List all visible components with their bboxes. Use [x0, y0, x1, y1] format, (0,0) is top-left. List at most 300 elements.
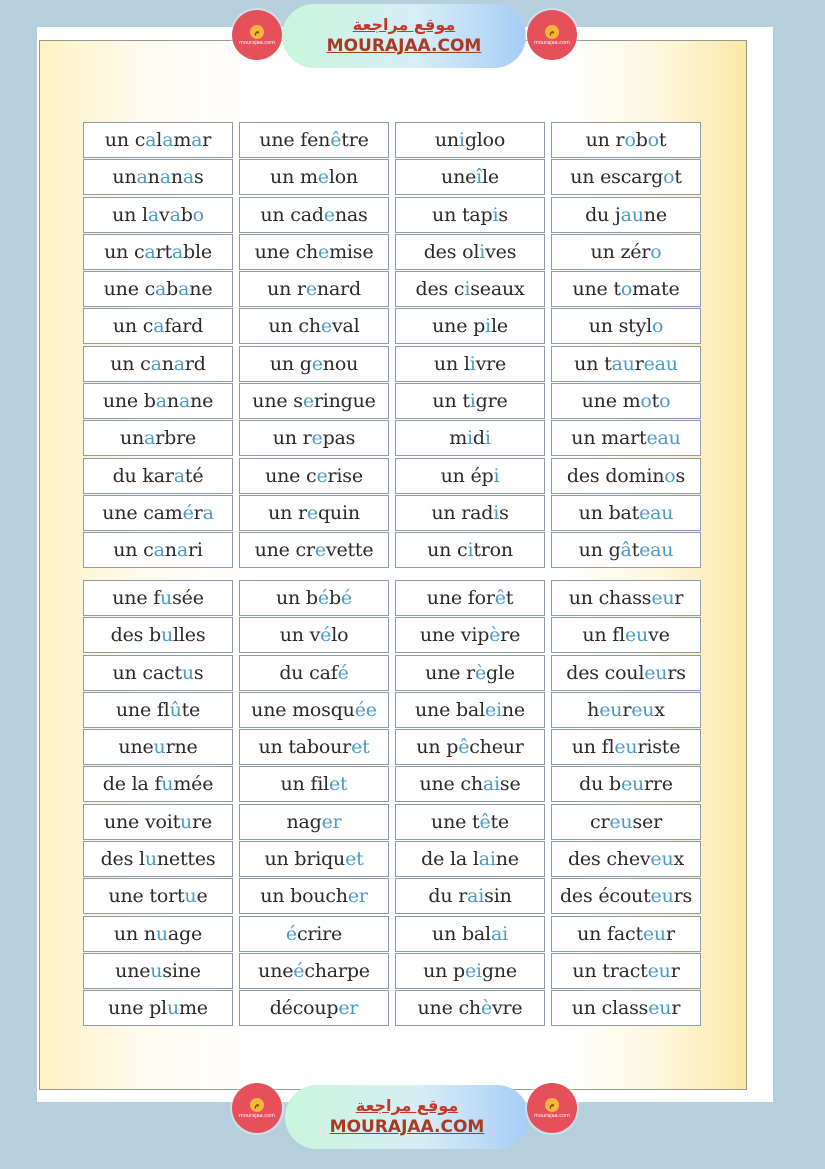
word-part: n	[161, 352, 174, 375]
word-part: un mart	[571, 427, 647, 450]
highlighted-sound: et	[329, 773, 348, 796]
word-cell	[83, 804, 233, 840]
word-part: te	[490, 810, 509, 833]
word-part: ve	[648, 624, 670, 647]
word-part: une fl	[115, 698, 170, 721]
highlighted-sound: é	[285, 922, 297, 945]
highlighted-sound: o	[652, 315, 664, 338]
site-name-arabic: موقع مراجعة	[355, 1096, 459, 1115]
word-part: un t	[432, 390, 470, 413]
highlighted-sound: au	[620, 203, 644, 226]
word-part: des ol	[423, 240, 480, 263]
highlighted-sound: au	[611, 352, 635, 375]
highlighted-sound: a	[144, 427, 156, 450]
highlighted-sound: eau	[646, 427, 681, 450]
word-part: nard	[316, 278, 361, 301]
word-cell	[239, 580, 389, 616]
word-part: r	[674, 587, 684, 609]
word-part: un bouch	[260, 885, 348, 908]
word-part: n	[147, 166, 160, 189]
word-part: val	[331, 315, 360, 338]
word-cell	[551, 804, 701, 840]
highlighted-sound: e	[311, 352, 323, 375]
word-cell	[239, 841, 389, 877]
word-part: une c	[265, 464, 317, 487]
word-part: s	[193, 661, 204, 684]
word-cell	[551, 729, 701, 765]
highlighted-sound: eu	[648, 997, 672, 1020]
word-part: une bal	[415, 698, 485, 721]
word-part: une tort	[108, 885, 185, 908]
word-cell	[83, 766, 233, 802]
word-column	[83, 122, 233, 570]
word-part: une voit	[103, 810, 181, 833]
highlighted-sound: e	[323, 203, 335, 226]
word-part: nag	[286, 810, 322, 833]
word-cell	[239, 271, 389, 307]
word-cell	[239, 766, 389, 802]
word-part: un c	[112, 315, 154, 338]
highlighted-sound: ê	[479, 810, 491, 833]
word-part: ri	[187, 539, 203, 562]
word-cell	[83, 692, 233, 728]
word-cell	[83, 532, 233, 568]
highlighted-sound: é	[182, 501, 194, 524]
word-part: s	[499, 501, 509, 524]
highlighted-sound: eu	[614, 736, 638, 759]
word-part: une	[258, 959, 294, 982]
word-cell	[395, 197, 545, 233]
word-part: ble	[183, 240, 212, 263]
word-cell	[395, 580, 545, 616]
word-part: rd	[184, 352, 206, 375]
word-cell	[395, 878, 545, 914]
word-part: rne	[165, 736, 198, 759]
word-cell	[83, 271, 233, 307]
highlighted-sound: e	[306, 501, 318, 524]
highlighted-sound: è	[480, 997, 492, 1020]
word-part: des b	[110, 624, 161, 647]
highlighted-sound: ei	[464, 959, 482, 982]
word-part: une mosqu	[251, 698, 355, 721]
word-part: une	[115, 959, 151, 982]
word-part: un fil	[280, 773, 329, 796]
word-part: un c	[113, 539, 154, 562]
word-cell	[551, 580, 701, 616]
word-part: un	[112, 166, 137, 189]
word-part: un r	[272, 427, 312, 450]
word-cell	[551, 766, 701, 802]
highlighted-sound: i	[469, 390, 476, 413]
highlighted-sound: a	[159, 166, 171, 189]
word-part: r	[634, 352, 644, 375]
word-part: une s	[252, 390, 303, 413]
highlighted-sound: ai	[482, 773, 500, 796]
logo-badge-left	[232, 10, 282, 60]
word-part: té	[184, 464, 204, 487]
highlighted-sound: ê	[494, 587, 506, 609]
word-part: r	[202, 129, 212, 151]
word-cell	[395, 916, 545, 952]
highlighted-sound: u	[150, 959, 163, 982]
highlighted-sound: o	[664, 464, 676, 487]
word-part: une b	[102, 390, 156, 413]
highlighted-sound: û	[169, 698, 182, 721]
word-cell	[83, 420, 233, 456]
word-part: ves	[485, 240, 517, 263]
highlighted-sound: e	[318, 240, 330, 263]
word-part: découp	[269, 997, 339, 1020]
word-cell	[239, 420, 389, 456]
highlighted-sound: e	[311, 427, 323, 450]
highlighted-sound: ai	[478, 848, 496, 871]
highlighted-sound: eu	[650, 848, 674, 871]
word-part: un v	[279, 624, 321, 647]
logo-icon: م	[250, 25, 264, 39]
word-part: un r	[268, 501, 307, 524]
word-cell	[395, 617, 545, 653]
word-part: l	[156, 129, 163, 151]
word-part: des coul	[566, 661, 645, 684]
word-part: b	[180, 203, 193, 226]
word-cell	[239, 617, 389, 653]
highlighted-sound: eu	[624, 624, 649, 647]
word-part: rs	[667, 661, 686, 684]
word-cell	[83, 916, 233, 952]
word-part: nou	[322, 352, 359, 375]
word-cell	[239, 458, 389, 494]
highlighted-sound: o	[659, 390, 671, 413]
highlighted-sound: a	[178, 390, 191, 413]
word-part: un cad	[260, 203, 324, 226]
highlighted-sound: u	[161, 773, 174, 796]
highlighted-sound: î	[476, 166, 483, 189]
word-part: nettes	[156, 848, 216, 871]
word-part: un c	[427, 539, 468, 562]
word-part: un fl	[582, 624, 625, 647]
word-part: ringue	[313, 390, 376, 413]
highlighted-sound: i	[484, 427, 491, 450]
word-part: r	[670, 959, 680, 982]
site-banner-top[interactable]	[282, 4, 526, 68]
word-part: fard	[164, 315, 204, 338]
highlighted-sound: é	[317, 587, 329, 609]
word-part: s	[675, 464, 686, 487]
word-part: un chass	[568, 587, 652, 609]
highlighted-sound: eu	[650, 885, 674, 908]
highlighted-sound: i	[493, 501, 500, 524]
word-part: vette	[325, 539, 374, 562]
word-part: ne	[495, 848, 519, 871]
word-cell	[395, 692, 545, 728]
highlighted-sound: eu	[631, 698, 655, 721]
word-part: des domin	[566, 464, 665, 487]
word-part: rbre	[155, 427, 196, 450]
word-part: b	[635, 129, 648, 151]
word-cell	[551, 878, 701, 914]
word-part: sin	[484, 885, 512, 908]
word-part: un p	[416, 736, 459, 759]
word-cell	[551, 197, 701, 233]
word-cell	[395, 766, 545, 802]
word-part: h	[587, 698, 600, 721]
highlighted-sound: u	[166, 997, 179, 1020]
highlighted-sound: u	[184, 885, 197, 908]
word-part: e	[196, 885, 208, 908]
word-cell	[83, 346, 233, 382]
word-part: un tabour	[258, 736, 352, 759]
word-part: un ch	[268, 315, 321, 338]
word-cell	[83, 458, 233, 494]
word-part: lon	[328, 166, 358, 189]
highlighted-sound: é	[337, 661, 349, 684]
word-part: gre	[475, 390, 508, 413]
word-part: des chev	[567, 848, 651, 871]
word-cell	[239, 655, 389, 691]
word-part: t	[658, 129, 667, 151]
word-cell	[83, 159, 233, 195]
word-part: v	[159, 203, 170, 226]
word-part: sée	[172, 587, 204, 609]
highlighted-sound: eau	[643, 352, 678, 375]
highlighted-sound: et	[345, 848, 364, 871]
highlighted-sound: i	[458, 129, 465, 151]
word-part: un class	[571, 997, 649, 1020]
word-part: vre	[475, 352, 507, 375]
word-cell	[239, 729, 389, 765]
highlighted-sound: a	[155, 390, 167, 413]
highlighted-sound: a	[144, 240, 156, 263]
highlighted-sound: i	[467, 427, 473, 450]
word-cell	[83, 234, 233, 270]
word-part: un m	[270, 166, 318, 189]
word-cell	[395, 271, 545, 307]
word-part: m	[173, 129, 192, 151]
highlighted-sound: a	[176, 539, 188, 562]
highlighted-sound: u	[160, 624, 174, 647]
word-cell	[239, 990, 389, 1026]
word-part: ne	[190, 390, 214, 413]
word-cell	[551, 953, 701, 989]
highlighted-sound: o	[640, 390, 652, 413]
highlighted-sound: a	[150, 352, 162, 375]
word-cell	[395, 346, 545, 382]
word-part: re	[192, 810, 213, 833]
word-part: r	[622, 698, 632, 721]
word-part: du j	[585, 203, 621, 226]
word-cell	[239, 197, 389, 233]
highlighted-sound: o	[192, 203, 204, 226]
word-part: de la f	[102, 773, 162, 796]
word-part: des écout	[559, 885, 651, 908]
word-part: ne	[189, 278, 213, 301]
logo-badge-right	[527, 10, 577, 60]
highlighted-sound: e	[320, 315, 332, 338]
word-part: t	[674, 166, 682, 189]
word-part: une fen	[259, 129, 331, 151]
word-cell	[83, 383, 233, 419]
word-part: cr	[590, 810, 610, 833]
highlighted-sound: i	[493, 464, 500, 487]
word-cell	[551, 692, 701, 728]
highlighted-sound: a	[171, 240, 184, 263]
highlighted-sound: eau	[639, 539, 674, 562]
highlighted-sound: er	[338, 997, 359, 1020]
highlighted-sound: o	[663, 166, 675, 189]
highlighted-sound: u	[160, 587, 173, 609]
highlighted-sound: a	[169, 203, 181, 226]
word-cell	[551, 346, 701, 382]
word-part: nas	[334, 203, 368, 226]
word-part: une	[118, 736, 154, 759]
word-cell	[83, 197, 233, 233]
word-cell	[395, 234, 545, 270]
word-cell	[395, 990, 545, 1026]
highlighted-sound: a	[153, 315, 165, 338]
word-cell	[83, 655, 233, 691]
highlighted-sound: er	[347, 885, 368, 908]
word-part: mate	[632, 278, 680, 301]
highlighted-sound: a	[145, 129, 157, 151]
logo-badge-right-footer	[527, 1083, 577, 1133]
word-part: du b	[579, 773, 621, 796]
word-part: d	[472, 427, 485, 450]
word-cell	[239, 122, 389, 158]
word-cell	[551, 420, 701, 456]
word-part: une m	[581, 390, 641, 413]
site-name-arabic: موقع مراجعة	[352, 15, 456, 34]
highlighted-sound: u	[181, 661, 194, 684]
word-part: des c	[415, 278, 465, 301]
word-part: une	[441, 166, 477, 189]
word-part: seaux	[470, 278, 525, 301]
word-cell	[83, 308, 233, 344]
word-cell	[551, 159, 701, 195]
site-banner-bottom[interactable]	[285, 1085, 529, 1149]
highlighted-sound: a	[202, 501, 214, 524]
word-cell	[83, 729, 233, 765]
highlighted-sound: ei	[484, 698, 502, 721]
word-cell	[395, 804, 545, 840]
word-cell	[395, 458, 545, 494]
logo-badge-left-footer	[232, 1083, 282, 1133]
word-part: un bal	[432, 922, 491, 945]
word-part: un g	[578, 539, 621, 562]
word-cell	[395, 383, 545, 419]
word-part: me	[178, 997, 208, 1020]
word-cell	[83, 495, 233, 531]
highlighted-sound: a	[155, 278, 167, 301]
word-part: r	[193, 501, 203, 524]
logo-icon: م	[545, 1098, 559, 1112]
word-part: t	[631, 539, 640, 562]
highlighted-sound: i	[467, 539, 474, 562]
highlighted-sound: a	[136, 166, 148, 189]
highlighted-sound: ê	[330, 129, 342, 151]
word-cell	[239, 692, 389, 728]
highlighted-sound: a	[153, 539, 165, 562]
word-cell	[239, 878, 389, 914]
highlighted-sound: eu	[647, 959, 671, 982]
word-cell	[551, 990, 701, 1026]
word-part: ne	[643, 203, 667, 226]
highlighted-sound: é	[293, 959, 305, 982]
highlighted-sound: e	[316, 464, 328, 487]
highlighted-sound: è	[474, 661, 486, 684]
word-part: rt	[155, 240, 172, 263]
highlighted-sound: eu	[642, 922, 666, 945]
highlighted-sound: e	[317, 166, 329, 189]
word-part: gle	[486, 661, 515, 684]
highlighted-sound: a	[162, 129, 174, 151]
highlighted-sound: eu	[620, 773, 645, 796]
word-part: un rad	[431, 501, 494, 524]
word-part: crire	[296, 922, 343, 945]
word-cell	[239, 804, 389, 840]
word-table-top	[83, 122, 703, 570]
word-part: une cam	[102, 501, 183, 524]
word-part: pas	[322, 427, 356, 450]
highlighted-sound: o	[650, 240, 662, 263]
word-part: s	[194, 166, 204, 189]
word-part: un r	[267, 278, 306, 301]
word-part: une p	[432, 315, 486, 338]
word-part: un c	[104, 129, 146, 151]
word-part: charpe	[304, 959, 370, 982]
highlighted-sound: eu	[644, 661, 668, 684]
highlighted-sound: ai	[490, 922, 508, 945]
word-cell	[395, 495, 545, 531]
word-part: x	[654, 698, 665, 721]
highlighted-sound: o	[624, 129, 636, 151]
word-part: sine	[162, 959, 201, 982]
word-part: vre	[492, 997, 523, 1020]
word-part: ne	[501, 698, 525, 721]
word-part: rre	[644, 773, 673, 796]
word-part: s	[498, 203, 508, 226]
word-cell	[239, 495, 389, 531]
word-cell	[395, 420, 545, 456]
highlighted-sound: i	[464, 278, 471, 301]
highlighted-sound: u	[180, 810, 193, 833]
word-cell	[395, 532, 545, 568]
word-cell	[83, 122, 233, 158]
word-cell	[395, 655, 545, 691]
word-part: du caf	[279, 661, 338, 684]
word-cell	[551, 308, 701, 344]
word-part: lles	[173, 624, 206, 647]
highlighted-sound: ée	[354, 698, 377, 721]
word-cell	[83, 878, 233, 914]
word-part: gloo	[464, 129, 506, 151]
word-part: un	[434, 129, 459, 151]
word-part: gne	[481, 959, 517, 982]
word-part: r	[665, 922, 675, 945]
highlighted-sound: a	[178, 278, 190, 301]
word-cell	[551, 495, 701, 531]
word-part: le	[482, 166, 499, 189]
logo-icon: م	[545, 25, 559, 39]
word-column	[239, 580, 389, 1028]
highlighted-sound: o	[620, 278, 633, 301]
highlighted-sound: a	[182, 166, 195, 189]
word-part: quin	[317, 501, 360, 524]
word-part: x	[673, 848, 685, 871]
word-cell	[551, 841, 701, 877]
word-part: un c	[110, 352, 151, 375]
word-part: tre	[341, 129, 369, 151]
highlighted-sound: é	[340, 587, 352, 609]
